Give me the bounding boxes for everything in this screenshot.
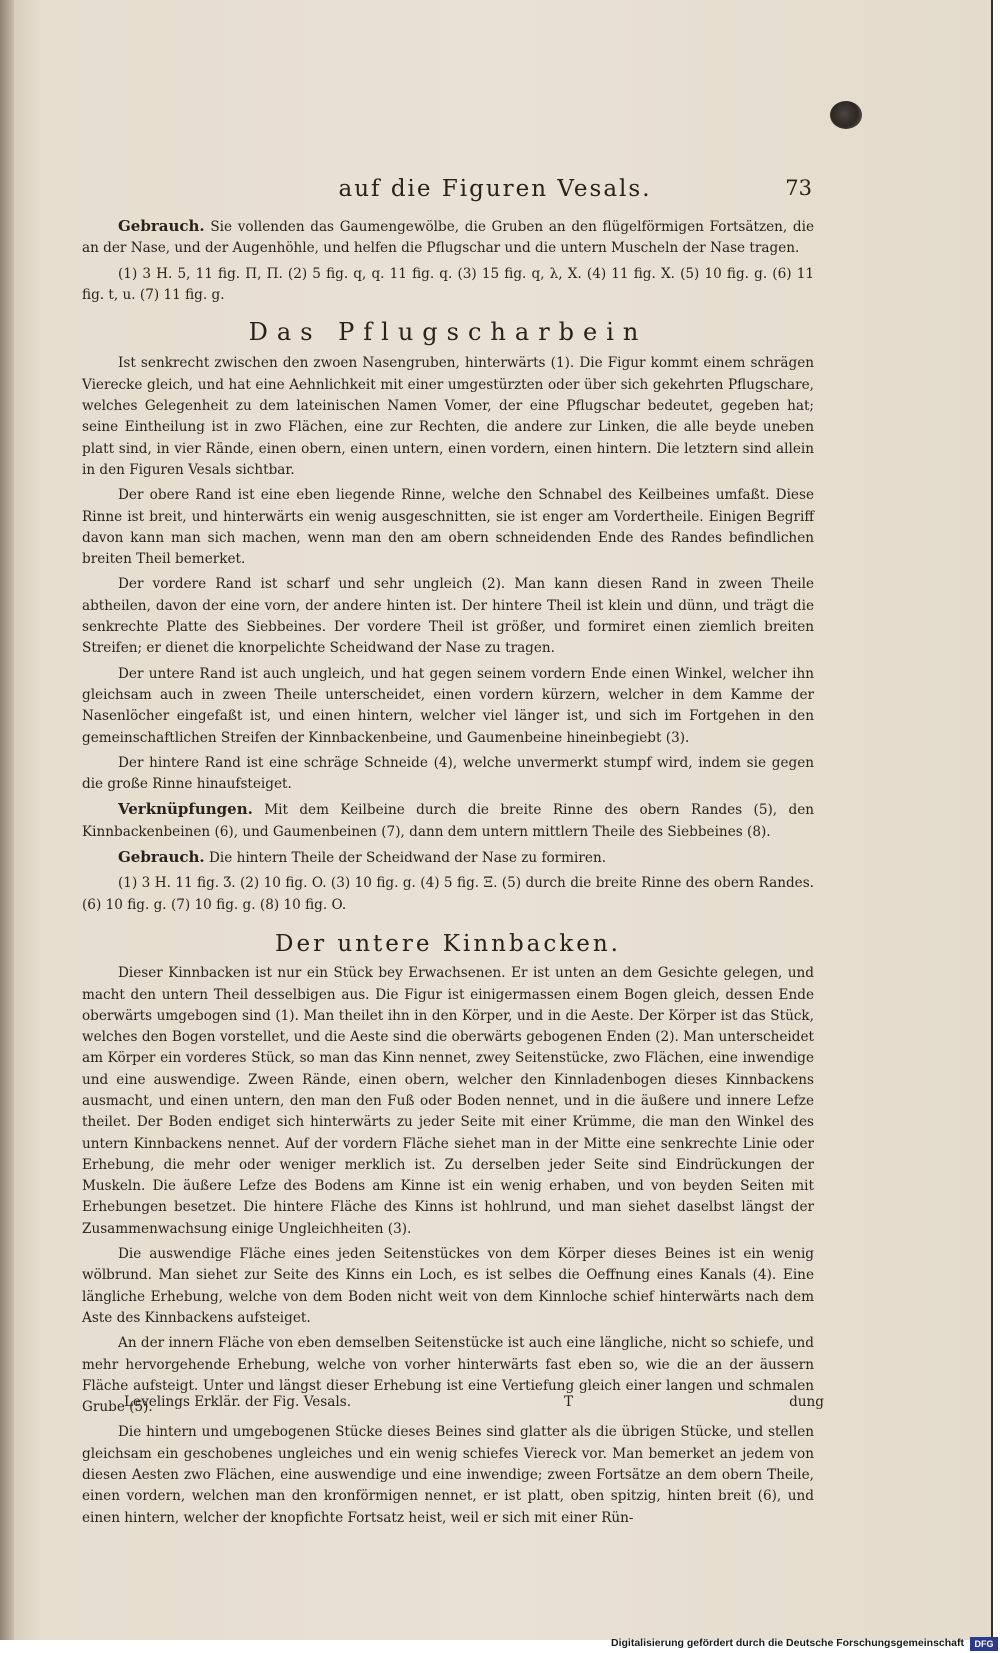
kinnbacken-paragraph-3: An der innern Fläche von eben demselben Seitenstücke ist auch eine längliche, nicht so schiefe, und mehr hervorgehende Erhebung, welche von vorher hinterwärts fast eben so, wie die an der äussern Fläche aufsteigt. Unter und längst dieser Erhebung ist eine Vertiefung gleich einer langen und schmalen Grube (5). — [82, 1335, 814, 1416]
pflugscharbein-paragraph-5: Der hintere Rand ist eine schräge Schneide (4), welche unvermerkt stumpf wird, indem sie gegen die große Rinne hinaufsteiget. — [82, 754, 814, 793]
kinnbacken-paragraph-4: Die hintern und umgebogenen Stücke dieses Beines sind glatter als die übrigen Stücke, und stellen gleichsam ein geschobenes ungleiches und ein wenig schiefes Viereck vor. Man bemerket an jedem von diesen Aesten zwo Flächen, eine auswendige und eine inwendige; zween Fortsätze an dem obern Theile, einen vordern, welchen man den kronförmigen nennet, er ist platt, oben spitzig, hinten breit (6), und einen hintern, welcher der knopfichte Fortsatz heist, weil er sich mit einer Rün- — [82, 1424, 814, 1526]
pflugscharbein-paragraph-2: Der obere Rand ist eine eben liegende Rinne, welche den Schnabel des Keilbeines umfaßt. Diese Rinne ist breit, und hinterwärts ein wenig ausgeschnitten, sie ist enger am Vordertheile. Einigen Begriff davon kann man sich machen, wenn man den am obern schneidenden Ende des Randes befindlichen breiten Theil bemerket. — [82, 487, 814, 568]
section-heading-kinnbacken: Der untere Kinnbacken. — [275, 930, 621, 957]
figure-references-1: (1) 3 H. 5, 11 fig. Π, Π. (2) 5 fig. q, q. 11 fig. q. (3) 15 fig. q, λ, X. (4) 11 fig. X. (5) 10 fig. g. (6) 11 fig. t, u. (7) 11 fig. g. — [82, 265, 814, 303]
verknuepfungen-paragraph — [82, 799, 814, 843]
page-gutter — [0, 0, 14, 1640]
body-text — [82, 216, 814, 1533]
signature-author: Levelings Erklär. der Fig. Vesals. — [124, 1394, 352, 1410]
digitization-credit: Digitalisierung gefördert durch die Deutsche Forschungsgemeinschaft — [611, 1637, 964, 1649]
gebrauch-label: Gebrauch. — [118, 217, 205, 235]
catchword: dung — [789, 1394, 824, 1410]
section-heading-pflugscharbein: Das Pflugscharbein — [248, 318, 648, 347]
kinnbacken-paragraph-2: Die auswendige Fläche eines jeden Seitenstückes von dem Körper dieses Beines ist ein wenig wölbrund. Man siehet zur Seite des Kinns ein Loch, es ist selbes die Oeffnung eines Kanals (4). Eine längliche Erhebung, welche von dem Boden nicht weit von dem Kinnloche schief hinterwärts nach dem Aste des Kinnbackens aufsteiget. — [82, 1246, 814, 1326]
verknuepfungen-label: Verknüpfungen. — [118, 800, 253, 819]
running-head: auf die Figuren Vesals. — [338, 176, 652, 202]
gebrauch-label-2: Gebrauch. — [118, 848, 205, 867]
kinnbacken-paragraph-1: Dieser Kinnbacken ist nur ein Stück bey Erwachsenen. Er ist unten an dem Gesichte gelegen, und macht den untern Theil desselbigen aus. Die Figur ist einigermassen einem Bogen gleich, dessen Ende oberwärts umgebogen sind (1). Man theilet ihn in den Körper, und in die Aeste. Der Körper ist das Stück, welches den Bogen vorstellet, und die Aeste sind die oberwärts gebogenen Enden (2). Man unterscheidet am Körper ein vorderes Stück, so man das Kinn nennet, zwey Seitenstücke, zwo Flächen, eine inwendige und eine auswendige. Zween Rände, einen obern, welcher den Kinnladenbogen dieses Kinnbackens ausmacht, und einen untern, den man den Fuß oder Boden nennet, und in die äußere und innere Lefze theilet. Der Boden endiget sich hinterwärts zu jeder Seite mit einer Krümme, die man den Winkel des untern Kinnbackens nennet. Auf der vordern Fläche siehet man in der Mitte eine senkrechte Linie oder Erhebung, die mehr oder weniger merklich ist. Zu derselben jeder Seite sind Eindrückungen der Muskeln. Die äußere Lefze des Bodens am Kinne ist ein wenig erhaben, und von beyden Seiten mit Erhebungen besetzet. Die hintere Fläche des Kinns ist hohlrund, und man siehet daselbst längst der Zusammenwachsung einige Ungleichheiten (3). — [82, 965, 814, 1237]
pflugscharbein-paragraph-1: Ist senkrecht zwischen den zwoen Nasengruben, hinterwärts (1). Die Figur kommt einem schrägen Vierecke gleich, und hat eine Aehnlichkeit mit einer umgestürzten oder über sich gekehrten Pflugschare, welches Gelegenheit zu dem lateinischen Namen Vomer, der eine Pflugschar bedeutet, gegeben hat; seine Eintheilung ist in zwo Flächen, eine zur Rechten, die andere zur Linken, die alle beyde uneben platt sind, in vier Rände, einen obern, einen untern, einen vordern, einen hintern. Die letztern sind allein in den Figuren Vesals sichtbar. — [82, 355, 814, 478]
signature-line — [124, 1394, 824, 1416]
dfg-logo: DFG — [970, 1637, 998, 1651]
figure-references-2: (1) 3 H. 11 fig. Ʒ. (2) 10 fig. O. (3) 10 fig. g. (4) 5 fig. Ξ. (5) durch die breite Rinne des obern Randes. (6) 10 fig. g. (7) 10 fig. g. (8) 10 fig. O. — [82, 875, 814, 913]
page-number: 73 — [785, 176, 812, 200]
pflugscharbein-paragraph-4: Der untere Rand ist auch ungleich, und hat gegen seinem vordern Ende einen Winkel, welcher ihn gleichsam auch in zween Theile unterscheidet, einen vordern kürzern, welcher in dem Kamme der Nasenlöcher eingefaßt ist, und einen hintern, welcher viel länger ist, und sich im Fortgehen in den gemeinschaftlichen Streifen der Kinnbackenbeine, und Gaumenbeine hineinbegiebt (3). — [82, 665, 814, 746]
verknuepfungen-text: Mit dem Keilbeine durch die breite Rinne des obern Randes (5), den Kinnbackenbeinen (6), und Gaumenbeinen (7), dann dem untern mittlern Theile des Siebbeines (8). — [82, 802, 814, 840]
gebrauch-paragraph-1 — [82, 216, 814, 260]
pflugscharbein-paragraph-3: Der vordere Rand ist scharf und sehr ungleich (2). Man kann diesen Rand in zween Theile abtheilen, davon der eine vorn, der andere hinten ist. Der hintere Theil ist klein und dünn, und trägt die senkrechte Platte des Siebbeines. Der vordere Theil ist größer, und formiret einen ziemlich breiten Streifen; er dienet die knorpelichte Scheidwand der Nase zu tragen. — [82, 576, 814, 657]
gebrauch-text: Sie vollenden das Gaumengewölbe, die Gruben an den flügelförmigen Fortsätzen, die an der Nase, und der Augenhöhle, und helfen die Pflugschar und die untern Muscheln der Nase tragen. — [82, 219, 815, 257]
gebrauch-paragraph-2 — [82, 847, 814, 869]
signature-mark: T — [564, 1394, 574, 1410]
punch-hole — [830, 101, 862, 129]
gebrauch-text-2: Die hintern Theile der Scheidwand der Nase zu formiren. — [208, 850, 607, 867]
